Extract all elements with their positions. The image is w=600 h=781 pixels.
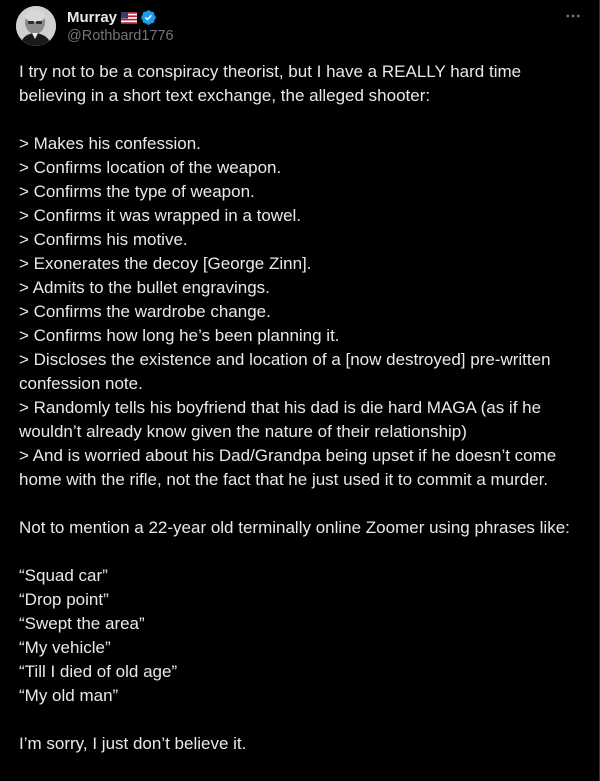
tweet-text: I try not to be a conspiracy theorist, but I have a REALLY hard time believing in a short text exchange, the alleged shooter: > Makes his confession. > Confirms location of the weapon. > Confirms the type of weapon. > Confirms it was wrapped in a towel. > Confirms his motive. > Exonerates the decoy [George Zinn]. > Admits to the bullet engravings. > Confirms the wardrobe change. > Confirms how long he’s been planning it. > Discloses the existence and location of a [now destroyed] pre-written confession note. > Randomly tells his boyfriend that his dad is die hard MAGA (as if he wouldn’t already know given the nature of their relationship) > And is worried about his Dad/Grandpa being upset if he doesn’t come home with the rifle, not the fact that he just used it to commit a murder. Not to mention a 22-year old terminally online Zoomer using phrases like: “Squad car” “Drop point” “Swept the area” “My vehicle” “Till I died of old age” “My old man” I’m sorry, I just don’t believe it. bbox=[19, 62, 570, 753]
more-options-icon bbox=[564, 7, 582, 25]
more-options-button[interactable] bbox=[563, 6, 583, 26]
avatar-portrait-icon bbox=[16, 6, 56, 46]
author-handle[interactable]: @Rothbard1776 bbox=[67, 28, 174, 44]
tweet-header bbox=[16, 6, 587, 46]
avatar[interactable] bbox=[16, 6, 56, 46]
author-names bbox=[67, 8, 174, 44]
verified-badge-icon[interactable] bbox=[140, 9, 157, 26]
display-name[interactable]: Murray bbox=[67, 8, 118, 26]
name-row bbox=[67, 8, 174, 26]
us-flag-icon bbox=[121, 11, 137, 23]
